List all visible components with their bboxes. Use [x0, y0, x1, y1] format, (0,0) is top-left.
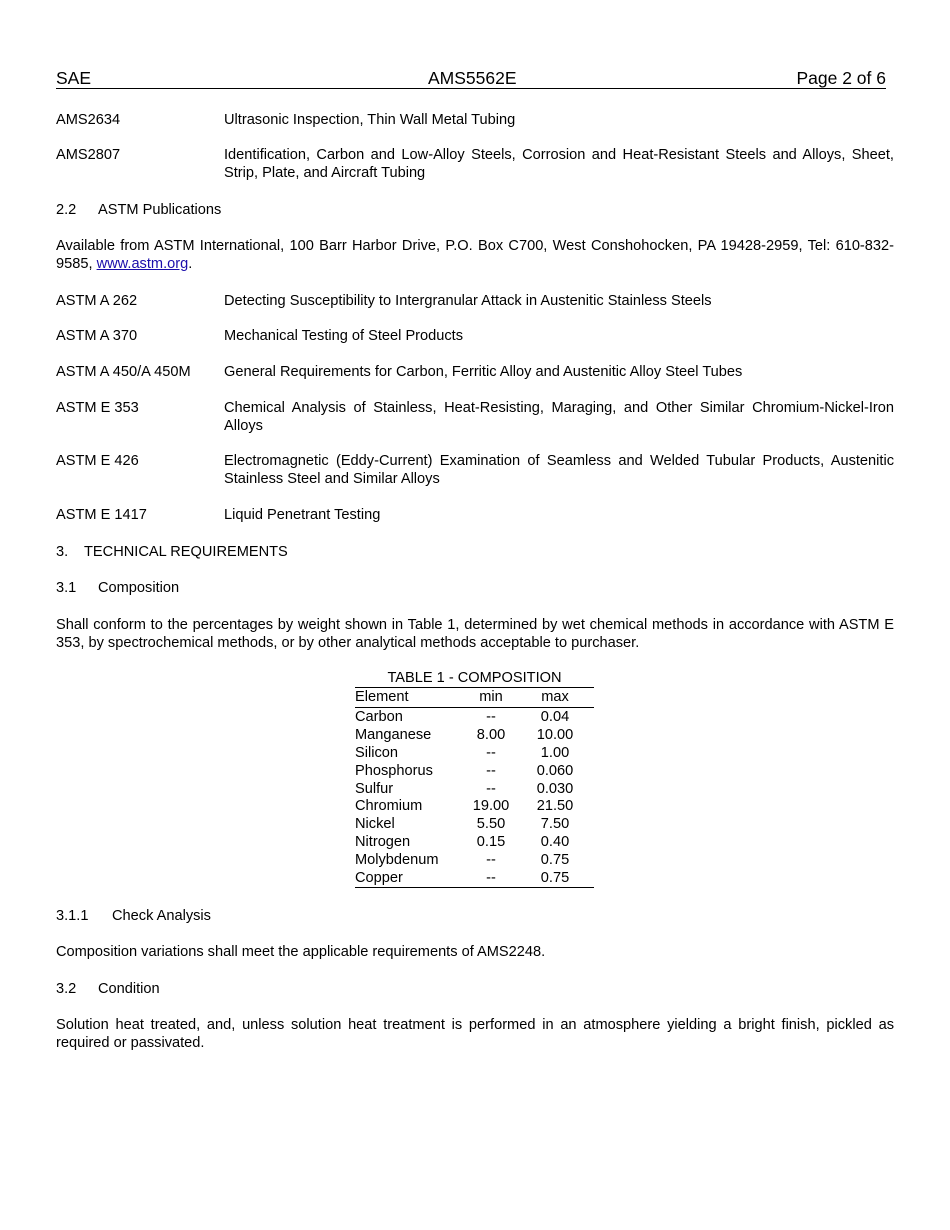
reference-item [56, 146, 894, 182]
section-heading-3-2 [56, 980, 160, 998]
header-publisher: SAE [56, 68, 92, 88]
section-number: 3. [56, 544, 69, 560]
table-row [355, 744, 594, 762]
element-cell: Silicon [355, 744, 398, 761]
min-cell: -- [486, 762, 496, 779]
max-cell: 7.50 [540, 816, 570, 833]
max-cell: 10.00 [536, 726, 574, 743]
reference-title: Ultrasonic Inspection, Thin Wall Metal Tubing [224, 112, 516, 128]
section-title: ASTM Publications [98, 202, 222, 218]
table-row [355, 851, 594, 869]
table-row [355, 815, 594, 833]
table-row [355, 708, 594, 726]
max-cell: 21.50 [536, 798, 574, 815]
reference-title: General Requirements for Carbon, Ferritic Alloy and Austenitic Alloy Steel Tubes [224, 364, 743, 380]
header-element: Element [355, 689, 409, 705]
reference-title: Liquid Penetrant Testing [224, 507, 381, 523]
table-row [355, 869, 594, 888]
element-cell: Nitrogen [355, 834, 411, 851]
element-cell: Manganese [355, 726, 432, 743]
section-heading-3 [56, 543, 288, 561]
reference-item [56, 292, 894, 310]
reference-item [56, 327, 894, 345]
check-analysis-paragraph: Composition variations shall meet the applicable requirements of AMS2248. [56, 944, 546, 960]
reference-item [56, 399, 894, 435]
reference-code: ASTM A 370 [56, 328, 138, 344]
reference-item [56, 452, 894, 488]
element-cell: Phosphorus [355, 762, 433, 779]
reference-title: Detecting Susceptibility to Intergranular Attack in Austenitic Stainless Steels [224, 293, 712, 309]
max-cell: 0.75 [540, 870, 570, 887]
max-cell: 0.030 [536, 780, 574, 797]
page-header [56, 68, 886, 89]
reference-item [56, 506, 894, 524]
reference-item [56, 363, 894, 381]
max-cell: 0.40 [540, 834, 570, 851]
reference-code: ASTM A 450/A 450M [56, 364, 191, 380]
reference-code: ASTM A 262 [56, 293, 138, 309]
table-row [355, 726, 594, 744]
section-title: Composition [98, 580, 180, 596]
table-row [355, 762, 594, 780]
table-row [355, 780, 594, 798]
section-title: Check Analysis [112, 908, 211, 924]
reference-code: AMS2807 [56, 147, 121, 163]
min-cell: -- [486, 744, 496, 761]
reference-title: Electromagnetic (Eddy-Current) Examination of Seamless and Welded Tubular Products, Austenitic Stainless Steel and Similar Alloys [224, 453, 894, 487]
header-doc-number: AMS5562E [428, 68, 517, 88]
section-heading-3-1 [56, 579, 179, 597]
section-title: Condition [98, 981, 160, 997]
max-cell: 0.04 [540, 709, 570, 725]
reference-code: AMS2634 [56, 112, 121, 128]
table-row [355, 797, 594, 815]
table-title: TABLE 1 - COMPOSITION [387, 670, 562, 686]
min-cell: -- [486, 709, 496, 725]
composition-paragraph: Shall conform to the percentages by weight shown in Table 1, determined by wet chemical methods in accordance with ASTM E 353, by spectrochemical methods, or by other analytical methods acceptable to purchaser. [56, 617, 894, 651]
max-cell: 0.060 [536, 762, 574, 779]
element-cell: Sulfur [355, 780, 394, 797]
min-cell: 19.00 [472, 798, 510, 815]
astm-availability-text: Available from ASTM International, 100 Barr Harbor Drive, P.O. Box C700, West Conshohocken, PA 19428-2959, Tel: 610-832-9585, [56, 238, 894, 272]
header-min: min [479, 689, 503, 705]
element-cell: Carbon [355, 709, 403, 725]
table-row [355, 833, 594, 851]
reference-title: Mechanical Testing of Steel Products [224, 328, 464, 344]
element-cell: Copper [355, 870, 403, 887]
astm-availability-paragraph [56, 237, 894, 273]
max-cell: 0.75 [540, 852, 570, 869]
header-page-number: Page 2 of 6 [796, 68, 886, 88]
section-number: 3.1 [56, 580, 77, 596]
section-number: 3.1.1 [56, 908, 89, 924]
min-cell: -- [486, 780, 496, 797]
min-cell: 5.50 [476, 816, 506, 833]
condition-paragraph: Solution heat treated, and, unless solution heat treatment is performed in an atmosphere yielding a bright finish, pickled as required or passivated. [56, 1017, 894, 1051]
reference-title: Identification, Carbon and Low-Alloy Steels, Corrosion and Heat-Resistant Steels and Alloys, Sheet, Strip, Plate, and Aircraft Tubing [224, 147, 894, 181]
min-cell: -- [486, 870, 496, 887]
section-heading-3-1-1 [56, 907, 211, 925]
reference-title: Chemical Analysis of Stainless, Heat-Resisting, Maraging, and Other Similar Chromium-Nickel-Iron Alloys [224, 400, 894, 434]
table-header-row [355, 687, 594, 708]
reference-code: ASTM E 426 [56, 453, 139, 469]
composition-table [355, 687, 594, 888]
reference-code: ASTM E 353 [56, 400, 139, 416]
period: . [188, 256, 193, 272]
section-number: 3.2 [56, 981, 77, 997]
section-number: 2.2 [56, 202, 77, 218]
element-cell: Molybdenum [355, 852, 439, 869]
reference-item [56, 111, 894, 129]
min-cell: 8.00 [476, 726, 506, 743]
section-heading-2-2 [56, 201, 221, 219]
section-title: TECHNICAL REQUIREMENTS [84, 544, 288, 560]
header-max: max [541, 689, 569, 705]
min-cell: 0.15 [476, 834, 506, 851]
element-cell: Nickel [355, 816, 395, 833]
max-cell: 1.00 [540, 744, 570, 761]
reference-code: ASTM E 1417 [56, 507, 147, 523]
element-cell: Chromium [355, 798, 423, 815]
astm-website-link[interactable]: www.astm.org [96, 256, 189, 272]
min-cell: -- [486, 852, 496, 869]
